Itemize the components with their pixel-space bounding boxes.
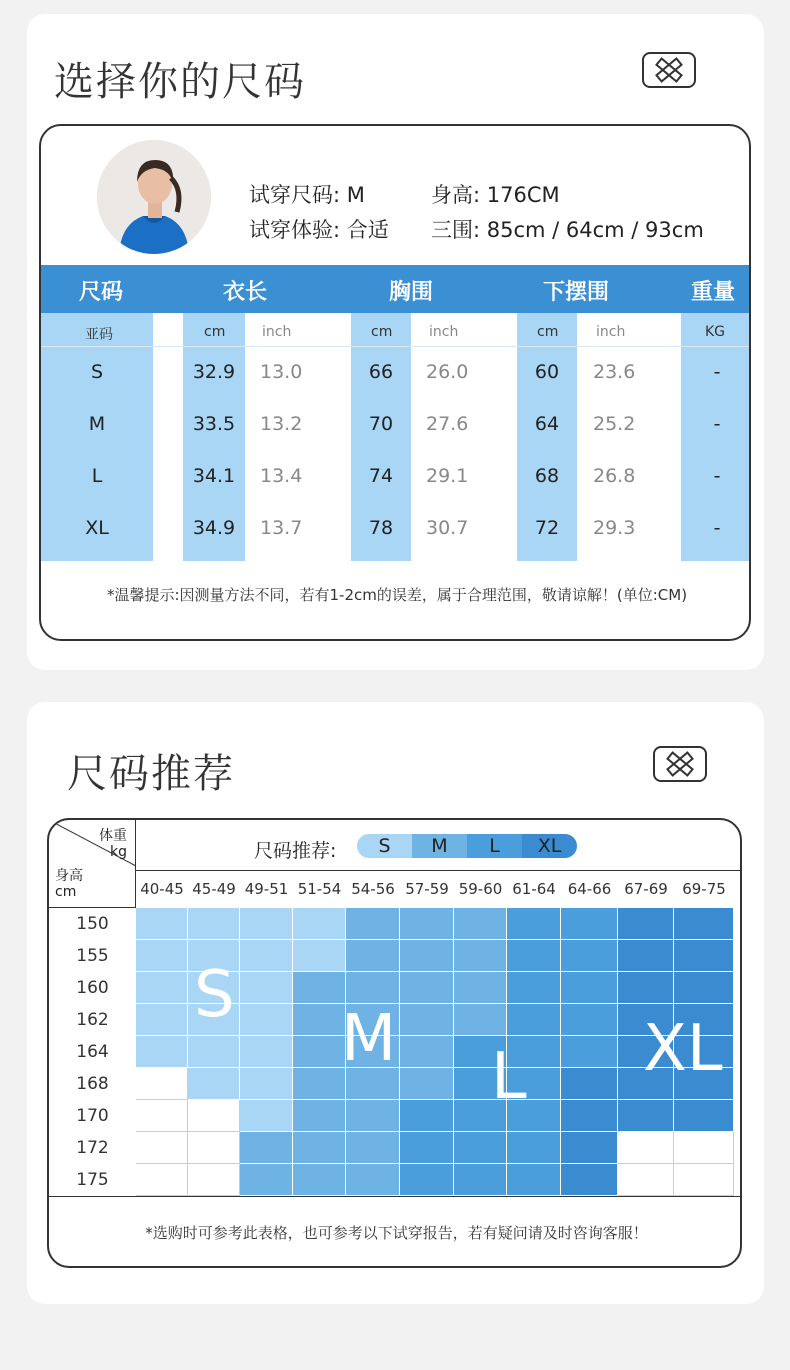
spec-cell-size: XL bbox=[85, 517, 109, 539]
ruler-pencil-icon bbox=[642, 52, 696, 88]
header-hem: 下摆围 bbox=[543, 280, 610, 305]
header-chest: 胸围 bbox=[389, 280, 434, 305]
grid-cell bbox=[507, 1004, 561, 1036]
grid-cell bbox=[400, 940, 454, 972]
grid-cell bbox=[454, 1164, 507, 1196]
legend-l: L bbox=[467, 834, 522, 858]
grid-cell bbox=[346, 972, 400, 1004]
grid-cell bbox=[561, 940, 618, 972]
grid-cell bbox=[136, 908, 188, 940]
corner-weight: 体重 kg bbox=[99, 828, 127, 860]
recommend-note: *选购时可参考此表格，也可参考以下试穿报告，若有疑问请及时咨询客服！ bbox=[145, 1224, 648, 1242]
grid-cell bbox=[674, 1100, 734, 1132]
grid-cell bbox=[136, 940, 188, 972]
weight-range: 67-69 bbox=[624, 880, 668, 898]
spec-cell-chest-cm: 74 bbox=[368, 465, 394, 487]
legend-s: S bbox=[357, 834, 412, 858]
sub-size: 亚码 bbox=[85, 327, 113, 343]
weight-range: 64-66 bbox=[567, 880, 612, 898]
spec-cell-length-cm: 34.9 bbox=[192, 517, 236, 539]
grid-cell bbox=[188, 1132, 240, 1164]
height-value: 164 bbox=[76, 1042, 109, 1062]
spec-cell-weight: - bbox=[713, 361, 721, 383]
grid-cell bbox=[561, 908, 618, 940]
grid-cell bbox=[136, 1004, 188, 1036]
spec-cell-chest-cm: 70 bbox=[368, 413, 394, 435]
grid-cell bbox=[507, 1164, 561, 1196]
weight-range: 45-49 bbox=[192, 880, 236, 898]
height-value: 170 bbox=[76, 1106, 109, 1126]
height-value: 155 bbox=[76, 946, 109, 966]
grid-cell bbox=[240, 1036, 293, 1068]
sub-hem-cm: cm bbox=[537, 324, 559, 340]
weight-range: 61-64 bbox=[512, 880, 556, 898]
spec-cell-length-in: 13.2 bbox=[260, 413, 303, 435]
grid-cell bbox=[240, 940, 293, 972]
corner-height: 身高 cm bbox=[55, 868, 83, 900]
grid-cell bbox=[346, 1100, 400, 1132]
spec-cell-hem-cm: 64 bbox=[534, 413, 560, 435]
grid-cell bbox=[561, 1068, 618, 1100]
grid-cell bbox=[454, 940, 507, 972]
header-weight: 重量 bbox=[691, 280, 736, 305]
grid-cell bbox=[507, 972, 561, 1004]
spec-cell-hem-cm: 68 bbox=[534, 465, 560, 487]
sub-chest-cm: cm bbox=[371, 324, 393, 340]
grid-cell bbox=[400, 1164, 454, 1196]
measurement-note: *温馨提示:因测量方法不同，若有1-2cm的误差，属于合理范围，敬请谅解！(单位:CM) bbox=[106, 586, 688, 604]
grid-cell bbox=[618, 972, 674, 1004]
grid-cell bbox=[293, 1004, 346, 1036]
height-value: 160 bbox=[76, 978, 109, 998]
legend-xl: XL bbox=[522, 834, 577, 858]
model-avatar bbox=[97, 140, 211, 254]
grid-cell bbox=[346, 1132, 400, 1164]
grid-cell bbox=[188, 908, 240, 940]
grid-cell bbox=[188, 1036, 240, 1068]
grid-cell bbox=[136, 1036, 188, 1068]
tryon-experience: 试穿体验: 合适 bbox=[249, 218, 389, 242]
grid-cell bbox=[561, 1100, 618, 1132]
size-card bbox=[27, 14, 764, 670]
grid-cell bbox=[240, 1068, 293, 1100]
section-title: 选择你的尺码 bbox=[54, 59, 306, 105]
spec-cell-hem-cm: 60 bbox=[534, 361, 560, 383]
spec-cell-length-in: 13.7 bbox=[260, 517, 303, 539]
grid-cell bbox=[674, 908, 734, 940]
size-legend bbox=[357, 834, 577, 858]
grid-cell bbox=[561, 1004, 618, 1036]
grid-cell bbox=[346, 1164, 400, 1196]
zone-label-m: M bbox=[341, 1002, 397, 1076]
tryon-measurements: 三围: 85cm / 64cm / 93cm bbox=[431, 218, 704, 242]
spec-cell-size: S bbox=[90, 361, 104, 383]
zone-label-xl: XL bbox=[643, 1012, 723, 1086]
spec-cell-hem-cm: 72 bbox=[534, 517, 560, 539]
grid-cell bbox=[674, 940, 734, 972]
grid-cell bbox=[400, 908, 454, 940]
grid-cell bbox=[400, 1132, 454, 1164]
spec-cell-chest-in: 26.0 bbox=[426, 361, 469, 383]
grid-cell bbox=[136, 972, 188, 1004]
height-value: 150 bbox=[76, 914, 109, 934]
height-value: 175 bbox=[76, 1170, 109, 1190]
weight-range: 59-60 bbox=[458, 880, 503, 898]
grid-cell bbox=[618, 940, 674, 972]
sub-length-cm: cm bbox=[204, 324, 226, 340]
weight-range: 40-45 bbox=[140, 880, 184, 898]
grid-cell bbox=[400, 1068, 454, 1100]
sub-length-inch: inch bbox=[262, 324, 292, 340]
grid-bottom-line bbox=[49, 1196, 742, 1197]
grid-cell bbox=[240, 1004, 293, 1036]
weight-range: 57-59 bbox=[405, 880, 449, 898]
spec-table-header bbox=[41, 265, 751, 313]
grid-cell bbox=[454, 1132, 507, 1164]
grid-corner bbox=[49, 820, 136, 908]
spec-cell-hem-in: 23.6 bbox=[593, 361, 636, 383]
weight-range: 51-54 bbox=[297, 880, 342, 898]
subheader-divider bbox=[41, 346, 751, 347]
grid-top-line bbox=[136, 870, 742, 871]
zone-label-s: S bbox=[194, 958, 235, 1032]
grid-cell bbox=[507, 908, 561, 940]
spec-cell-hem-in: 29.3 bbox=[593, 517, 636, 539]
weight-range: 69-75 bbox=[682, 880, 726, 898]
ruler-pencil-icon bbox=[653, 746, 707, 782]
grid-cell bbox=[454, 908, 507, 940]
grid-cell bbox=[674, 1132, 734, 1164]
grid-cell bbox=[346, 908, 400, 940]
grid-cell bbox=[561, 972, 618, 1004]
grid-cell bbox=[136, 1164, 188, 1196]
spec-cell-chest-cm: 66 bbox=[368, 361, 394, 383]
grid-cell bbox=[293, 1100, 346, 1132]
spec-cell-hem-in: 26.8 bbox=[593, 465, 636, 487]
spec-cell-weight: - bbox=[713, 413, 721, 435]
zone-label-l: L bbox=[491, 1040, 527, 1114]
grid-cell bbox=[293, 972, 346, 1004]
tryon-size: 试穿尺码: M bbox=[249, 183, 365, 207]
grid-cell bbox=[618, 1164, 674, 1196]
grid-cell bbox=[293, 908, 346, 940]
grid-cell bbox=[293, 1068, 346, 1100]
spec-cell-chest-in: 30.7 bbox=[426, 517, 469, 539]
grid-cell bbox=[561, 1164, 618, 1196]
grid-cell bbox=[240, 1100, 293, 1132]
grid-cell bbox=[136, 1132, 188, 1164]
grid-cell bbox=[240, 908, 293, 940]
spec-cell-length-cm: 32.9 bbox=[192, 361, 236, 383]
spec-cell-length-in: 13.4 bbox=[260, 465, 303, 487]
tryon-height: 身高: 176CM bbox=[431, 183, 560, 207]
grid-cell bbox=[293, 1036, 346, 1068]
grid-cell bbox=[188, 1100, 240, 1132]
spec-cell-weight: - bbox=[713, 465, 721, 487]
grid-cell bbox=[188, 1068, 240, 1100]
grid-cell bbox=[240, 1164, 293, 1196]
height-value: 172 bbox=[76, 1138, 109, 1158]
grid-cell bbox=[293, 940, 346, 972]
spec-cell-length-cm: 33.5 bbox=[192, 413, 236, 435]
grid-cell bbox=[507, 940, 561, 972]
recommend-box bbox=[47, 818, 742, 1268]
spec-cell-length-cm: 34.1 bbox=[192, 465, 236, 487]
grid-cell bbox=[400, 1100, 454, 1132]
weight-range: 49-51 bbox=[244, 880, 289, 898]
grid-cell bbox=[293, 1132, 346, 1164]
grid-cell bbox=[400, 972, 454, 1004]
height-value: 162 bbox=[76, 1010, 109, 1030]
grid-cell bbox=[674, 1164, 734, 1196]
grid-cell bbox=[454, 1004, 507, 1036]
grid-cell bbox=[136, 1068, 188, 1100]
grid-cell bbox=[454, 972, 507, 1004]
grid-cell bbox=[240, 1132, 293, 1164]
grid-cell bbox=[618, 1132, 674, 1164]
header-size: 尺码 bbox=[79, 280, 124, 305]
sub-chest-inch: inch bbox=[429, 324, 459, 340]
spec-cell-length-in: 13.0 bbox=[260, 361, 303, 383]
grid-cell bbox=[188, 1164, 240, 1196]
spec-cell-size: L bbox=[91, 465, 103, 487]
grid-cell bbox=[400, 1036, 454, 1068]
grid-cell bbox=[136, 1100, 188, 1132]
spec-cell-chest-in: 27.6 bbox=[426, 413, 469, 435]
grid-cell bbox=[674, 972, 734, 1004]
spec-cell-hem-in: 25.2 bbox=[593, 413, 636, 435]
grid-cell bbox=[618, 1100, 674, 1132]
grid-cell bbox=[293, 1164, 346, 1196]
section-title: 尺码推荐 bbox=[67, 751, 235, 797]
header-length: 衣长 bbox=[223, 280, 268, 305]
spec-cell-weight: - bbox=[713, 517, 721, 539]
legend-label: 尺码推荐: bbox=[254, 840, 337, 862]
grid-cell bbox=[618, 908, 674, 940]
sub-hem-inch: inch bbox=[596, 324, 626, 340]
size-spec-box bbox=[39, 124, 751, 641]
grid-cell bbox=[507, 1132, 561, 1164]
grid-cell bbox=[561, 1036, 618, 1068]
height-value: 168 bbox=[76, 1074, 109, 1094]
weight-range: 54-56 bbox=[351, 880, 395, 898]
sub-weight-kg: KG bbox=[705, 324, 726, 340]
spec-cell-chest-in: 29.1 bbox=[426, 465, 469, 487]
spec-cell-size: M bbox=[88, 413, 106, 435]
grid-cell bbox=[346, 940, 400, 972]
recommend-card bbox=[27, 702, 764, 1304]
grid-cell bbox=[561, 1132, 618, 1164]
grid-cell bbox=[400, 1004, 454, 1036]
spec-cell-chest-cm: 78 bbox=[368, 517, 394, 539]
legend-m: M bbox=[412, 834, 467, 858]
grid-cell bbox=[240, 972, 293, 1004]
